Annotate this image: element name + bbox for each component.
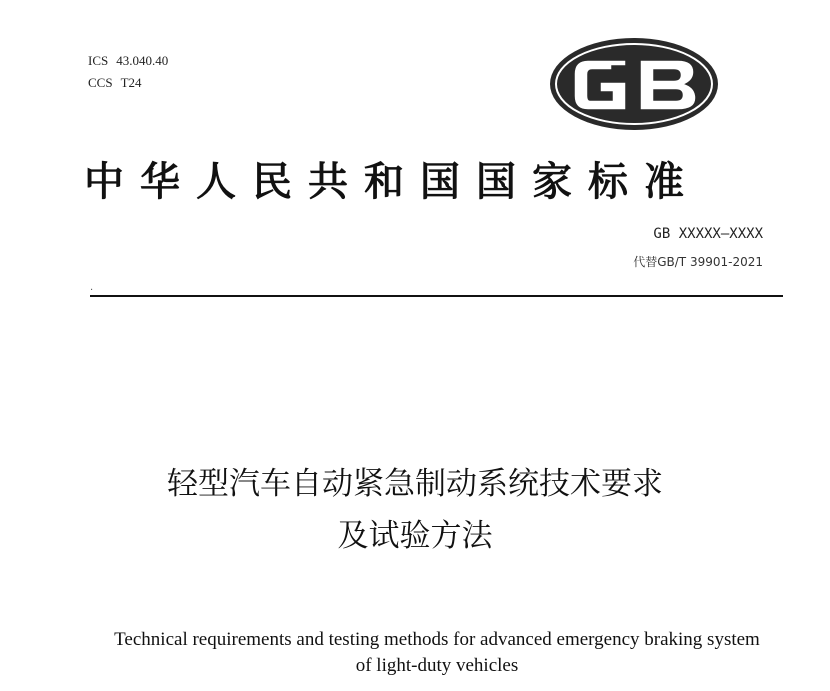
classification-codes bbox=[88, 50, 168, 94]
ccs-value: T24 bbox=[120, 75, 142, 90]
gb-logo-letter-b bbox=[640, 60, 696, 110]
ics-label: ICS bbox=[88, 53, 109, 68]
ics-code bbox=[88, 50, 168, 72]
title-cn-line2: 及试验方法 bbox=[337, 518, 493, 554]
title-cn-line1: 轻型汽车自动紧急制动系统技术要求 bbox=[167, 466, 663, 502]
replaces-standard: 代替GB/T 39901-2021 bbox=[633, 255, 763, 269]
title-en-line2: of light-duty vehicles bbox=[355, 655, 519, 676]
ccs-code bbox=[88, 72, 168, 94]
title-en-line1: Technical requirements and testing methods for advanced emergency braking system bbox=[114, 629, 760, 650]
national-standard-heading: 中华人民共和国国家标准 bbox=[84, 158, 700, 205]
rule-mark: . bbox=[90, 282, 94, 293]
header-divider bbox=[90, 295, 783, 297]
standard-number: GB XXXXX—XXXX bbox=[653, 226, 763, 242]
ccs-label: CCS bbox=[88, 75, 113, 90]
gb-logo bbox=[548, 36, 720, 132]
ics-value: 43.040.40 bbox=[116, 53, 169, 68]
